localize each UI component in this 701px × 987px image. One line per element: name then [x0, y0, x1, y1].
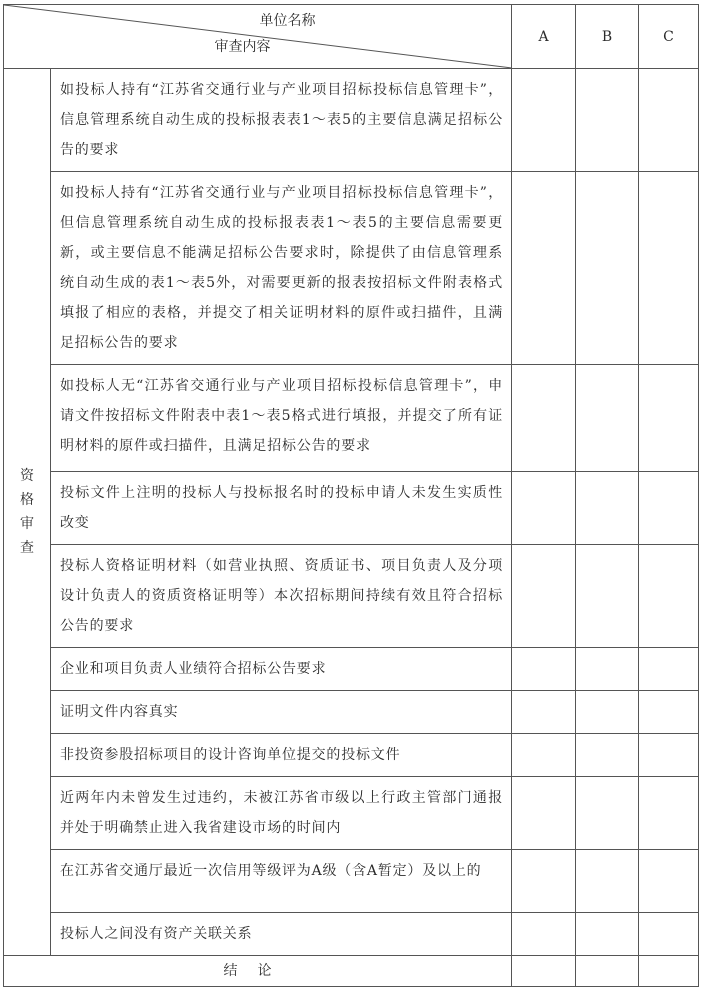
- table-row: [4, 545, 699, 648]
- column-c-header: C: [639, 5, 699, 69]
- cell-b: [576, 777, 639, 850]
- cell-c: [639, 734, 699, 777]
- table-row: [4, 913, 699, 956]
- cell-a: [512, 69, 576, 172]
- unit-name-label: 单位名称: [259, 13, 316, 29]
- cell-c: [639, 172, 699, 365]
- cell-a: [512, 913, 576, 956]
- cell-c: [639, 648, 699, 691]
- cell-b: [576, 545, 639, 648]
- cell-a: [512, 472, 576, 545]
- cell-c: [639, 913, 699, 956]
- cell-b: [576, 365, 639, 472]
- cell-c: [639, 545, 699, 648]
- table-row: [4, 850, 699, 913]
- cell-b: [576, 691, 639, 734]
- review-content-label: 审查内容: [214, 39, 271, 55]
- row-text: 企业和项目负责人业绩符合招标公告要求: [51, 648, 512, 691]
- conclusion-row: [4, 956, 699, 987]
- cell-a: [512, 734, 576, 777]
- cell-b: [576, 956, 639, 987]
- row-text: 证明文件内容真实: [51, 691, 512, 734]
- diagonal-header-cell: [4, 5, 512, 69]
- cell-a: [512, 365, 576, 472]
- conclusion-label: 结论: [4, 956, 512, 987]
- cell-b: [576, 913, 639, 956]
- row-text: 投标人之间没有资产关联关系: [51, 913, 512, 956]
- cell-a: [512, 648, 576, 691]
- cell-c: [639, 777, 699, 850]
- column-a-header: A: [512, 5, 576, 69]
- cell-b: [576, 734, 639, 777]
- header-row: [4, 5, 699, 69]
- cell-c: [639, 472, 699, 545]
- table-row: [4, 734, 699, 777]
- table-row: [4, 777, 699, 850]
- cell-b: [576, 648, 639, 691]
- row-text: 投标文件上注明的投标人与投标报名时的投标申请人未发生实质性改变: [51, 472, 512, 545]
- table-row: [4, 172, 699, 365]
- column-b-header: B: [576, 5, 639, 69]
- section-label-cell: [4, 69, 51, 956]
- cell-a: [512, 691, 576, 734]
- cell-c: [639, 69, 699, 172]
- row-text: 如投标人无“江苏省交通行业与产业项目招标投标信息管理卡”，申请文件按招标文件附表中表1～表5格式进行填报，并提交了所有证明材料的原件或扫描件，且满足招标公告的要求: [51, 365, 512, 472]
- cell-c: [639, 956, 699, 987]
- review-table: [3, 4, 699, 987]
- row-text: 非投资参股招标项目的设计咨询单位提交的投标文件: [51, 734, 512, 777]
- cell-b: [576, 172, 639, 365]
- row-text: 近两年内未曾发生过违约，未被江苏省市级以上行政主管部门通报并处于明确禁止进入我省建设市场的时间内: [51, 777, 512, 850]
- table-row: [4, 648, 699, 691]
- cell-a: [512, 172, 576, 365]
- cell-a: [512, 956, 576, 987]
- row-text: 如投标人持有“江苏省交通行业与产业项目招标投标信息管理卡”，信息管理系统自动生成的投标报表表1～表5的主要信息满足招标公告的要求: [51, 69, 512, 172]
- cell-c: [639, 365, 699, 472]
- row-text: 在江苏省交通厅最近一次信用等级评为A级（含A暂定）及以上的: [51, 850, 512, 913]
- table-row: [4, 691, 699, 734]
- table-row: [4, 69, 699, 172]
- cell-a: [512, 850, 576, 913]
- cell-c: [639, 850, 699, 913]
- table-row: [4, 472, 699, 545]
- cell-c: [639, 691, 699, 734]
- table-row: [4, 365, 699, 472]
- cell-b: [576, 69, 639, 172]
- row-text: 如投标人持有“江苏省交通行业与产业项目招标投标信息管理卡”，但信息管理系统自动生成的投标报表表1～表5的主要信息需要更新，或主要信息不能满足招标公告要求时，除提供了由信息管理系统自动生成的表1～表5外，对需要更新的报表按招标文件附表格式填报了相应的表格，并提交了相关证明材料的原件或扫描件，且满足招标公告的要求: [51, 172, 512, 365]
- section-label: 资格审查: [20, 468, 34, 556]
- row-text: 投标人资格证明材料（如营业执照、资质证书、项目负责人及分项设计负责人的资质资格证明等）本次招标期间持续有效且符合招标公告的要求: [51, 545, 512, 648]
- cell-b: [576, 850, 639, 913]
- cell-a: [512, 545, 576, 648]
- cell-a: [512, 777, 576, 850]
- cell-b: [576, 472, 639, 545]
